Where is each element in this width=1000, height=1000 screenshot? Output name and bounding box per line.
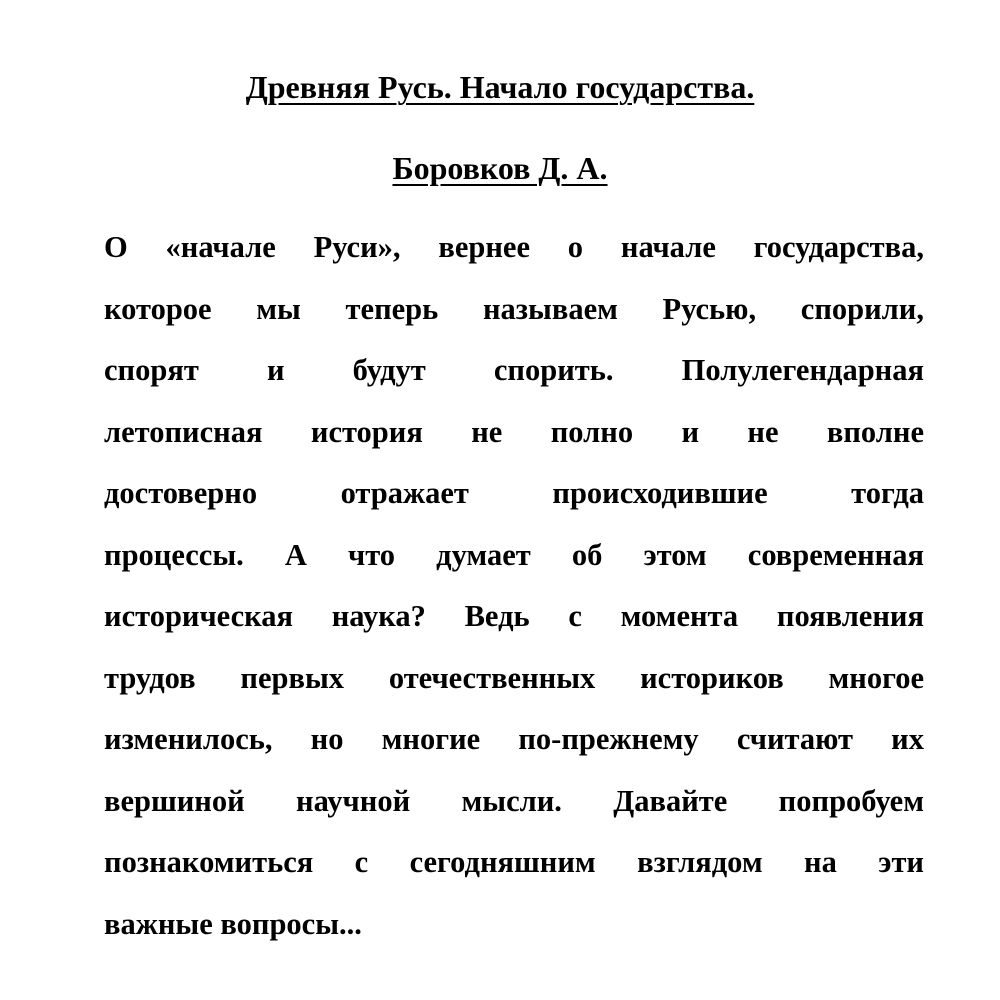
- paragraph-line: вершиной научной мысли. Давайте попробуем: [104, 783, 924, 818]
- paragraph-line: достоверно отражает происходившие тогда: [104, 476, 924, 510]
- paragraph-line: историческая наука? Ведь с момента появления: [104, 599, 924, 633]
- title-text: Древняя Русь. Начало государства.: [245, 69, 755, 105]
- paragraph-line: познакомиться с сегодняшним взглядом на эти: [104, 845, 924, 879]
- paragraph-line: изменилось, но многие по-прежнему считают их: [104, 722, 924, 756]
- paragraph-line: О «начале Руси», вернее о начале государства,: [104, 230, 924, 264]
- paragraph-line: трудов первых отечественных историков многое: [104, 660, 924, 695]
- author-line: [0, 148, 1000, 188]
- author-text: Боровков Д. А.: [392, 150, 608, 186]
- paragraph-line: летописная история не полно и не вполне: [104, 414, 924, 449]
- paragraph-line: процессы. А что думает об этом современная: [104, 537, 924, 572]
- paragraph-line: важные вопросы...: [104, 906, 362, 941]
- body-paragraph: [104, 222, 924, 960]
- paragraph-line: которое мы теперь называем Русью, спорили,: [104, 291, 924, 326]
- paragraph-line: спорят и будут спорить. Полулегендарная: [104, 353, 924, 387]
- page-title: [0, 67, 1000, 107]
